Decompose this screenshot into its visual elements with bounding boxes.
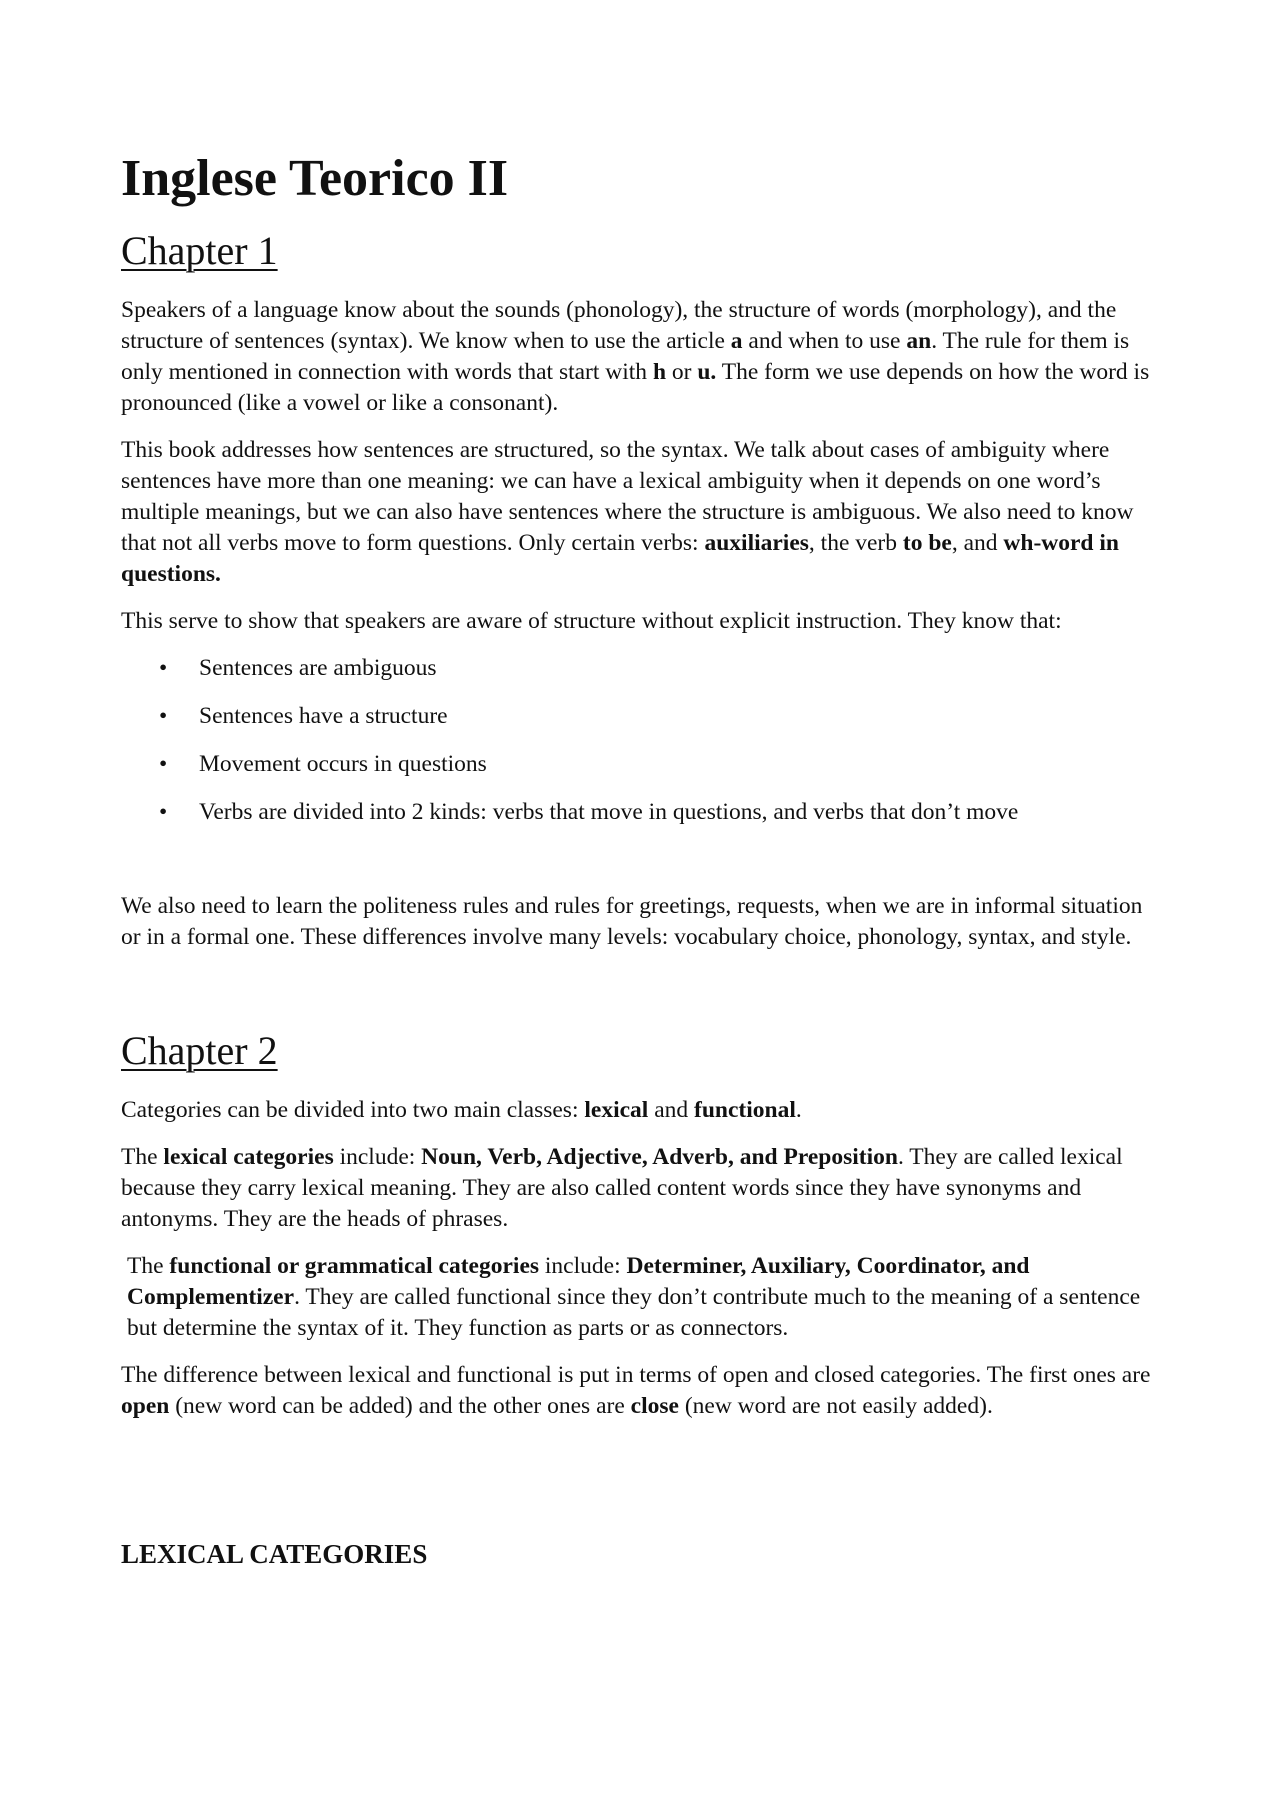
list-item: • Sentences have a structure: [121, 701, 1166, 732]
bullet-icon: •: [159, 799, 168, 826]
bullet-icon: •: [159, 703, 168, 730]
bullet-icon: •: [159, 751, 168, 778]
chapter-1-paragraph-1: Speakers of a language know about the sounds (phonology), the structure of words (morphology), and the structure of sentences (syntax). We know when to use the article a and when to use an. The rule for them is only mentioned in connection with words that start with h or u. The form we use depends on how the word is pronounced (like a vowel or like a consonant).: [121, 297, 1150, 417]
section-heading: LEXICAL CATEGORIES: [121, 1539, 428, 1570]
chapter-1-heading: Chapter 1: [121, 228, 278, 274]
chapter-2-paragraph-1: Categories can be divided into two main classes: lexical and functional.: [121, 1097, 802, 1124]
list-item: • Movement occurs in questions: [121, 749, 1166, 780]
chapter-1-paragraph-4: We also need to learn the politeness rules and rules for greetings, requests, when we are in informal situation or in a formal one. These differences involve many levels: vocabulary choice, phonology, syntax, and style.: [121, 893, 1143, 951]
list-item: • Verbs are divided into 2 kinds: verbs that move in questions, and verbs that don’t move: [121, 797, 1166, 828]
document-page: [121, 150, 1166, 1571]
chapter-2-paragraph-4: The difference between lexical and functional is put in terms of open and closed categories. The first ones are open (new word can be added) and the other ones are close (new word are not easily added).: [121, 1362, 1151, 1420]
chapter-2-paragraph-2: The lexical categories include: Noun, Verb, Adjective, Adverb, and Preposition. They are called lexical because they carry lexical meaning. They are also called content words since they have synonyms and antonyms. They are the heads of phrases.: [121, 1144, 1123, 1233]
document-title: Inglese Teorico II: [121, 150, 509, 207]
chapter-1-paragraph-2: This book addresses how sentences are structured, so the syntax. We talk about cases of ambiguity where sentences have more than one meaning: we can have a lexical ambiguity when it depends on one word’s multiple meanings, but we can also have sentences where the structure is ambiguous. We also need to know that not all verbs move to form questions. Only certain verbs: auxiliaries, the verb to be, and wh-word in questions.: [121, 437, 1134, 588]
chapter-2-heading: Chapter 2: [121, 1028, 278, 1074]
list-item: • Sentences are ambiguous: [121, 653, 1166, 684]
bullet-list: [121, 653, 1166, 828]
chapter-2-paragraph-3: The functional or grammatical categories include: Determiner, Auxiliary, Coordinator, and Complementizer. They are called functional since they don’t contribute much to the meaning of a sentence but determine the syntax of it. They function as parts or as connectors.: [127, 1253, 1141, 1342]
bullet-icon: •: [159, 655, 168, 682]
chapter-1-paragraph-3: This serve to show that speakers are aware of structure without explicit instruction. They know that:: [121, 608, 1062, 635]
